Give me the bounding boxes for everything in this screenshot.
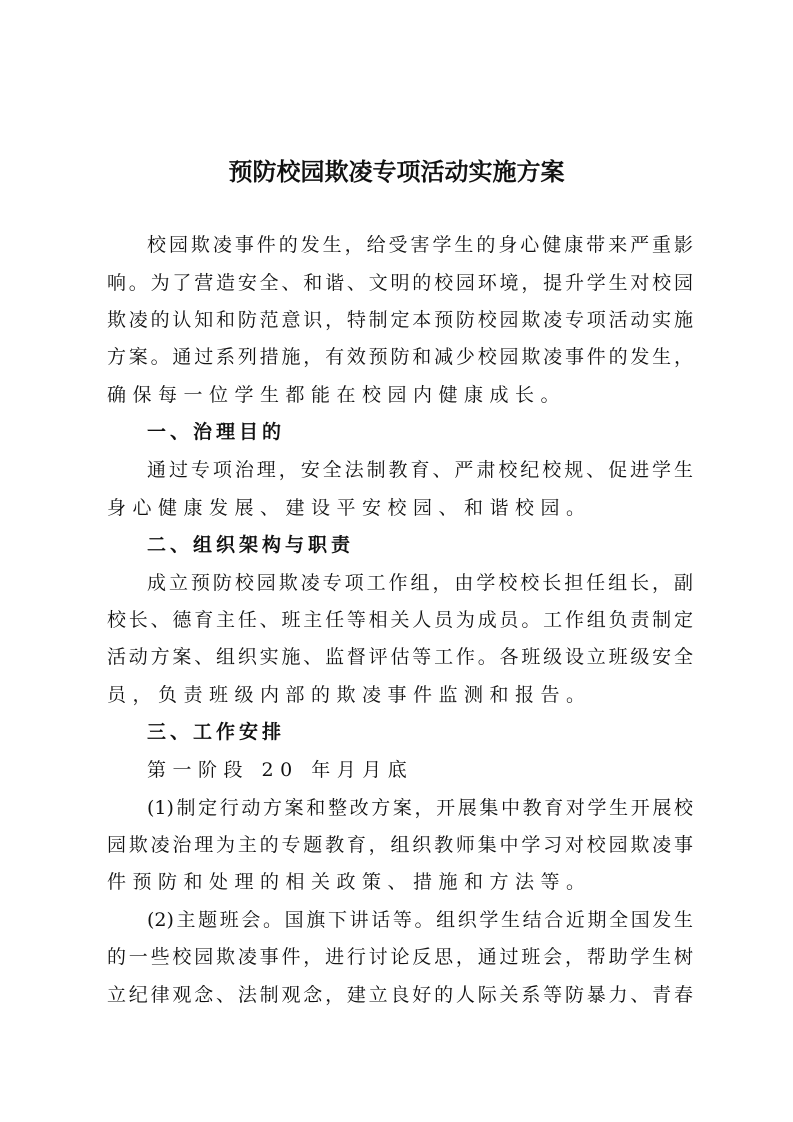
section-heading: 二、组织架构与职责 [147,534,355,556]
paragraph-line: 成立预防校园欺凌专项工作组，由学校校长担任组长，副 [147,572,693,594]
paragraph-line: 确保每一位学生都能在校园内健康成长。 [107,384,567,406]
paragraph-line: 园欺凌治理为主的专题教育，组织教师集中学习对校园欺凌事 [107,834,693,856]
paragraph-line: (1)制定行动方案和整改方案，开展集中教育对学生开展校 [147,797,693,819]
paragraph-line: 第一阶段 20 年月月底 [147,759,414,781]
paragraph-line: (2)主题班会。国旗下讲话等。组织学生结合近期全国发生 [147,909,693,931]
paragraph-line: 方案。通过系列措施，有效预防和减少校园欺凌事件的发生， [107,346,693,368]
document-title: 预防校园欺凌专项活动实施方案 [228,157,565,186]
paragraph-line: 活动方案、组织实施、监督评估等工作。各班级设立班级安全 [107,646,693,668]
paragraph-line: 响。为了营造安全、和谐、文明的校园环境，提升学生对校园 [107,272,693,294]
paragraph-line: 件预防和处理的相关政策、措施和方法等。 [107,871,592,893]
section-heading: 三、工作安排 [147,721,286,743]
paragraph-line: 立纪律观念、法制观念，建立良好的人际关系等防暴力、青春 [107,984,693,1006]
paragraph-line: 欺凌的认知和防范意识，特制定本预防校园欺凌专项活动实施 [107,309,693,331]
paragraph-line: 员，负责班级内部的欺凌事件监测和报告。 [107,684,592,706]
paragraph-line: 校长、德育主任、班主任等相关人员为成员。工作组负责制定 [107,609,693,631]
paragraph-line: 校园欺凌事件的发生，给受害学生的身心健康带来严重影 [147,234,693,256]
section-heading: 一、治理目的 [147,421,286,443]
paragraph-line: 的一些校园欺凌事件，进行讨论反思，通过班会，帮助学生树 [107,946,693,968]
paragraph-line: 身心健康发展、建设平安校园、和谐校园。 [107,497,592,519]
paragraph-line: 通过专项治理，安全法制教育、严肃校纪校规、促进学生 [147,459,693,481]
